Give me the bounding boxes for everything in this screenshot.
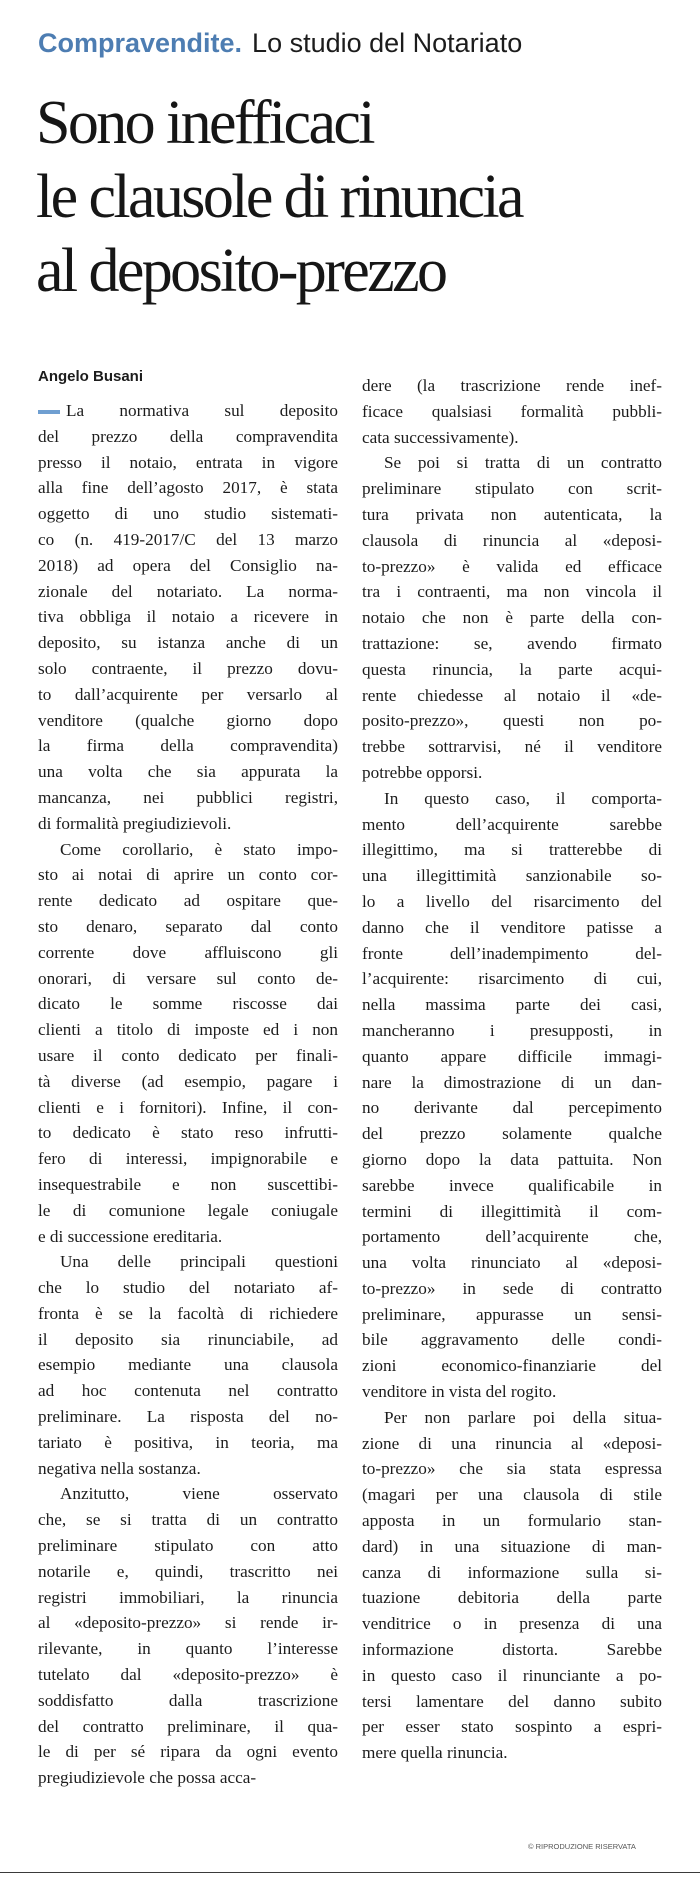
article-line [362, 425, 662, 451]
article-line [362, 1224, 662, 1250]
article-line [38, 1688, 338, 1714]
article-line [38, 579, 338, 605]
article-line-text: clienti a titolo di imposte ed i non [38, 1020, 338, 1040]
article-line [362, 1353, 662, 1379]
article-line [362, 450, 662, 476]
article-line-text: notaio che non è parte della con- [362, 608, 662, 628]
article-line [38, 1172, 338, 1198]
article-line-text: In questo caso, il comporta- [384, 788, 662, 808]
article-line-text: clienti e i fornitori). Infine, il con- [38, 1097, 338, 1117]
article-line-text: le di comunione legale coniugale [38, 1200, 338, 1220]
article-line [38, 1585, 338, 1611]
article-line-text: preliminare. La risposta del no- [38, 1407, 338, 1427]
article-line-text: l’acquirente: risarcimento di cui, [362, 969, 662, 989]
article-line [38, 1456, 338, 1482]
article-line [362, 1018, 662, 1044]
article-line [38, 1275, 338, 1301]
article-line-text: tutelato dal «deposito-prezzo» è [38, 1665, 338, 1685]
article-line [38, 398, 338, 424]
article-line-text: to-prezzo» che sia stata espressa [362, 1459, 662, 1479]
article-line [362, 683, 662, 709]
article-line [362, 1044, 662, 1070]
article-line [362, 1482, 662, 1508]
article-line [362, 812, 662, 838]
page-cut-rule [0, 1872, 700, 1873]
article-line [38, 837, 338, 863]
article-line-text: tiva obbliga il notaio a ricevere in [38, 607, 338, 627]
article-line [38, 475, 338, 501]
article-line [362, 1637, 662, 1663]
article-line [362, 579, 662, 605]
article-line-text: in questo caso il rinunciante a po- [362, 1665, 662, 1685]
article-line-text: onorari, di versare sul conto de- [38, 968, 338, 988]
article-line [362, 1327, 662, 1353]
article-line [362, 734, 662, 760]
article-line [38, 682, 338, 708]
article-line-text: la firma della compravendita) [38, 736, 338, 756]
article-line-text: una illegittimità sanzionabile so- [362, 866, 662, 886]
article-line-text: di formalità pregiudizievoli. [38, 813, 232, 833]
article-line [362, 1147, 662, 1173]
article-line [38, 604, 338, 630]
article-line-text: negativa nella sostanza. [38, 1458, 201, 1478]
article-line [38, 991, 338, 1017]
article-line [38, 811, 338, 837]
article-line-text: Una delle principali questioni [60, 1252, 338, 1272]
article-line-text: presso il notaio, entrata in vigore [38, 452, 338, 472]
article-line [38, 1636, 338, 1662]
article-line [38, 966, 338, 992]
article-line-text: fronte dell’inadempimento del- [362, 943, 662, 963]
article-line [362, 915, 662, 941]
copyright-notice: © RIPRODUZIONE RISERVATA [528, 1842, 636, 1851]
article-line-text: sto ai notai di aprire un conto cor- [38, 865, 338, 885]
article-line [362, 786, 662, 812]
article-line-text: to dedicato è stato reso infrutti- [38, 1123, 338, 1143]
article-line-text: La normativa sul deposito [66, 401, 338, 420]
article-line [38, 1017, 338, 1043]
article-line-text: deposito, su istanza anche di un [38, 633, 338, 653]
article-line-text: tuazione debitoria della parte [362, 1588, 662, 1608]
article-line [362, 760, 662, 786]
kicker-subtitle: Lo studio del Notariato [252, 28, 523, 58]
article-line-text: to-prezzo» in sede di contratto [362, 1278, 662, 1298]
article-line-text: insequestrabile e non suscettibi- [38, 1174, 338, 1194]
headline-line: Sono inefficaci [36, 89, 373, 157]
article-line-text: (magari per una clausola di stile [362, 1485, 662, 1505]
article-line [38, 1533, 338, 1559]
article-line [362, 1663, 662, 1689]
article-line-text: venditore in vista del rogito. [362, 1382, 557, 1402]
article-line-text: zionale del notariato. La norma- [38, 581, 338, 601]
article-line-text: corrente dove affluiscono gli [38, 942, 338, 962]
article-line [38, 1069, 338, 1095]
article-line-text: mancanza, nei pubblici registri, [38, 787, 338, 807]
article-line-text: dicato le somme riscosse dai [38, 994, 338, 1014]
article-line [362, 1740, 662, 1766]
article-line [362, 1508, 662, 1534]
article-line [38, 733, 338, 759]
article-line [362, 1405, 662, 1431]
article-line [38, 1249, 338, 1275]
article-line [38, 1198, 338, 1224]
article-line-text: esempio mediante una clausola [38, 1355, 338, 1375]
byline: Angelo Busani [38, 368, 144, 385]
article-line-text: notarile e, quindi, trascritto nei [38, 1561, 338, 1581]
article-line-text: Anzitutto, viene osservato [60, 1484, 338, 1504]
article-line-text: 2018) ad opera del Consiglio na- [38, 555, 338, 575]
article-line [38, 862, 338, 888]
article-line [362, 1095, 662, 1121]
article-line-text: per esser stato sospinto a espri- [362, 1717, 662, 1737]
article-line-text: del prezzo solamente qualche [362, 1124, 662, 1144]
article-line [362, 1302, 662, 1328]
article-line-text: cata successivamente). [362, 427, 519, 447]
article-line [362, 399, 662, 425]
headline-line: le clausole di rinuncia [36, 163, 522, 231]
article-line-text: venditore (qualche giorno dopo [38, 710, 338, 730]
article-line-text: trebbe sottrarvisi, né il venditore [362, 737, 662, 757]
article-line [38, 1146, 338, 1172]
headline-line: al deposito-prezzo [36, 237, 446, 305]
article-line-text: zioni economico-finanziarie del [362, 1356, 662, 1376]
article-line [38, 1714, 338, 1740]
article-line [362, 1456, 662, 1482]
article-line-text: mere quella rinuncia. [362, 1743, 508, 1763]
article-line-text: solo contraente, il prezzo dovu- [38, 658, 338, 678]
article-line-text: le di per sé ripara da ogni evento [38, 1742, 338, 1762]
article-line-text: clausola di rinuncia al «deposi- [362, 530, 662, 550]
article-column-right [362, 373, 662, 1766]
article-line [38, 1327, 338, 1353]
article-line-text: pregiudizievole che possa acca- [38, 1768, 257, 1788]
article-line [362, 966, 662, 992]
article-line-text: dard) in una situazione di man- [362, 1536, 662, 1556]
article-line-text: ficace qualsiasi formalità pubbli- [362, 401, 662, 421]
article-line-text: preliminare stipulato con atto [38, 1536, 338, 1556]
article-line-text: tariato è positiva, in teoria, ma [38, 1432, 338, 1452]
lead-marker [38, 410, 60, 414]
article-line [38, 785, 338, 811]
article-line-text: quanto appare difficile immagi- [362, 1046, 662, 1066]
article-line-text: potrebbe opporsi. [362, 762, 483, 782]
article-line [38, 630, 338, 656]
article-line [362, 1585, 662, 1611]
article-line-text: ad hoc contenuta nel contratto [38, 1381, 338, 1401]
article-line [362, 476, 662, 502]
article-line-text: alla fine dell’agosto 2017, è stata [38, 478, 338, 498]
article-line [38, 1610, 338, 1636]
article-line [362, 657, 662, 683]
article-line-text: Per non parlare poi della situa- [384, 1407, 662, 1427]
article-line [362, 1199, 662, 1225]
article-line-text: danno che il venditore patisse a [362, 917, 662, 937]
article-line [38, 656, 338, 682]
article-line [362, 1611, 662, 1637]
article-line-text: nella massima parte dei casi, [362, 995, 662, 1015]
article-line-text: mento dell’acquirente sarebbe [362, 814, 662, 834]
article-line [38, 1559, 338, 1585]
article-line-text: trattazione: se, avendo firmato [362, 633, 662, 653]
article-line-text: dere (la trascrizione rende inef- [362, 376, 662, 395]
article-line-text: preliminare stipulato con scrit- [362, 479, 662, 499]
article-line-text: una volta rinunciato al «deposi- [362, 1253, 662, 1273]
article-line-text: sto denaro, separato dal conto [38, 916, 338, 936]
article-line [362, 502, 662, 528]
article-line-text: preliminare, appurasse un sensi- [362, 1304, 662, 1324]
kicker [38, 26, 522, 60]
article-line [38, 759, 338, 785]
article-line [38, 1301, 338, 1327]
article-line [362, 1276, 662, 1302]
article-line-text: bile aggravamento delle condi- [362, 1330, 662, 1350]
article-line-text: to dall’acquirente per versarlo al [38, 684, 338, 704]
article-line [362, 1714, 662, 1740]
article-line [38, 1662, 338, 1688]
article-line [362, 992, 662, 1018]
article-line [38, 1765, 338, 1791]
headline [36, 86, 676, 308]
article-line-text: una volta che sia appurata la [38, 762, 338, 782]
article-line [38, 708, 338, 734]
article-line [38, 888, 338, 914]
article-line-text: venditrice o in presenza di una [362, 1614, 662, 1634]
article-line-text: del prezzo della compravendita [38, 426, 338, 446]
article-line-text: al «deposito-prezzo» si rende ir- [38, 1613, 338, 1633]
kicker-category: Compravendite. [38, 28, 243, 58]
article-line-text: apposta in un formulario stan- [362, 1511, 662, 1531]
article-line-text: registri immobiliari, la rinuncia [38, 1587, 338, 1607]
article-line [38, 1095, 338, 1121]
article-line-text: informazione distorta. Sarebbe [362, 1640, 662, 1660]
article-line [38, 450, 338, 476]
article-line [38, 1043, 338, 1069]
article-line-text: no derivante dal percepimento [362, 1098, 662, 1118]
article-line [362, 373, 662, 399]
article-line [38, 424, 338, 450]
article-line-text: fronta è se la facoltà di richiedere [38, 1303, 338, 1323]
article-line-text: mancheranno i presupposti, in [362, 1020, 662, 1040]
article-line-text: tura privata non autenticata, la [362, 504, 662, 524]
article-line-text: Come corollario, è stato impo- [60, 839, 338, 859]
article-line-text: usare il conto dedicato per finali- [38, 1045, 338, 1065]
article-line [362, 1689, 662, 1715]
article-line-text: il deposito sia rinunciabile, ad [38, 1329, 338, 1349]
article-line-text: sarebbe invece qualificabile in [362, 1175, 662, 1195]
article-line [362, 708, 662, 734]
article-line-text: rente dedicato ad ospitare que- [38, 891, 338, 911]
article-line-text: Se poi si tratta di un contratto [384, 453, 662, 473]
article-line [362, 889, 662, 915]
article-line [38, 1378, 338, 1404]
article-line-text: canza di informazione sulla si- [362, 1562, 662, 1582]
article-line-text: posito-prezzo», questi non po- [362, 711, 662, 731]
article-line-text: del contratto preliminare, il qua- [38, 1716, 338, 1736]
article-line-text: nare la dimostrazione di un dan- [362, 1072, 662, 1092]
article-line [38, 940, 338, 966]
article-line [362, 1250, 662, 1276]
article-line-text: rente chiedesse al notaio il «de- [362, 685, 662, 705]
article-line [362, 554, 662, 580]
article-line [362, 1534, 662, 1560]
article-line [362, 837, 662, 863]
article-line [38, 1352, 338, 1378]
article-line [38, 1404, 338, 1430]
article-line [362, 1121, 662, 1147]
article-line-text: termini di illegittimità il com- [362, 1201, 662, 1221]
article-line [362, 1560, 662, 1586]
article-line-text: soddisfatto dalla trascrizione [38, 1690, 338, 1710]
article-line [362, 941, 662, 967]
article-line-text: zione di una rinuncia al «deposi- [362, 1433, 662, 1453]
article-line [362, 1070, 662, 1096]
article-line [362, 863, 662, 889]
article-line [38, 553, 338, 579]
article-line-text: co (n. 419-2017/C del 13 marzo [38, 529, 338, 549]
article-line-text: fero di interessi, impignorabile e [38, 1149, 338, 1169]
article-line [38, 914, 338, 940]
article-line-text: giorno dopo la data pattuita. Non [362, 1149, 662, 1169]
article-line-text: tà diverse (ad esempio, pagare i [38, 1071, 338, 1091]
article-line [362, 631, 662, 657]
article-line [38, 527, 338, 553]
article-line [38, 1481, 338, 1507]
article-line [38, 1739, 338, 1765]
article-line-text: tra i contraenti, ma non vincola il [362, 582, 662, 602]
article-line [362, 1431, 662, 1457]
article-line-text: tersi lamentare del danno subito [362, 1691, 662, 1711]
article-line-text: che, se si tratta di un contratto [38, 1510, 338, 1530]
article-column-left [38, 398, 338, 1791]
article-line [362, 528, 662, 554]
article-line-text: che lo studio del notariato af- [38, 1278, 338, 1298]
article-line [38, 1507, 338, 1533]
article-line-text: to-prezzo» è valida ed efficace [362, 556, 662, 576]
article-line-text: lo a livello del risarcimento del [362, 891, 662, 911]
article-line [38, 501, 338, 527]
article-line [362, 1173, 662, 1199]
article-line-text: e di successione ereditaria. [38, 1226, 223, 1246]
article-line [38, 1120, 338, 1146]
article-line [38, 1430, 338, 1456]
article-line-text: oggetto di uno studio sistemati- [38, 504, 338, 524]
article-line-text: portamento dell’acquirente che, [362, 1227, 662, 1247]
article-line [362, 605, 662, 631]
article-line-text: questa rinuncia, la parte acqui- [362, 659, 662, 679]
article-line-text: rilevante, in quanto l’interesse [38, 1639, 338, 1659]
article-line-text: illegittimo, ma si tratterebbe di [362, 840, 662, 860]
article-line [362, 1379, 662, 1405]
article-line [38, 1224, 338, 1250]
